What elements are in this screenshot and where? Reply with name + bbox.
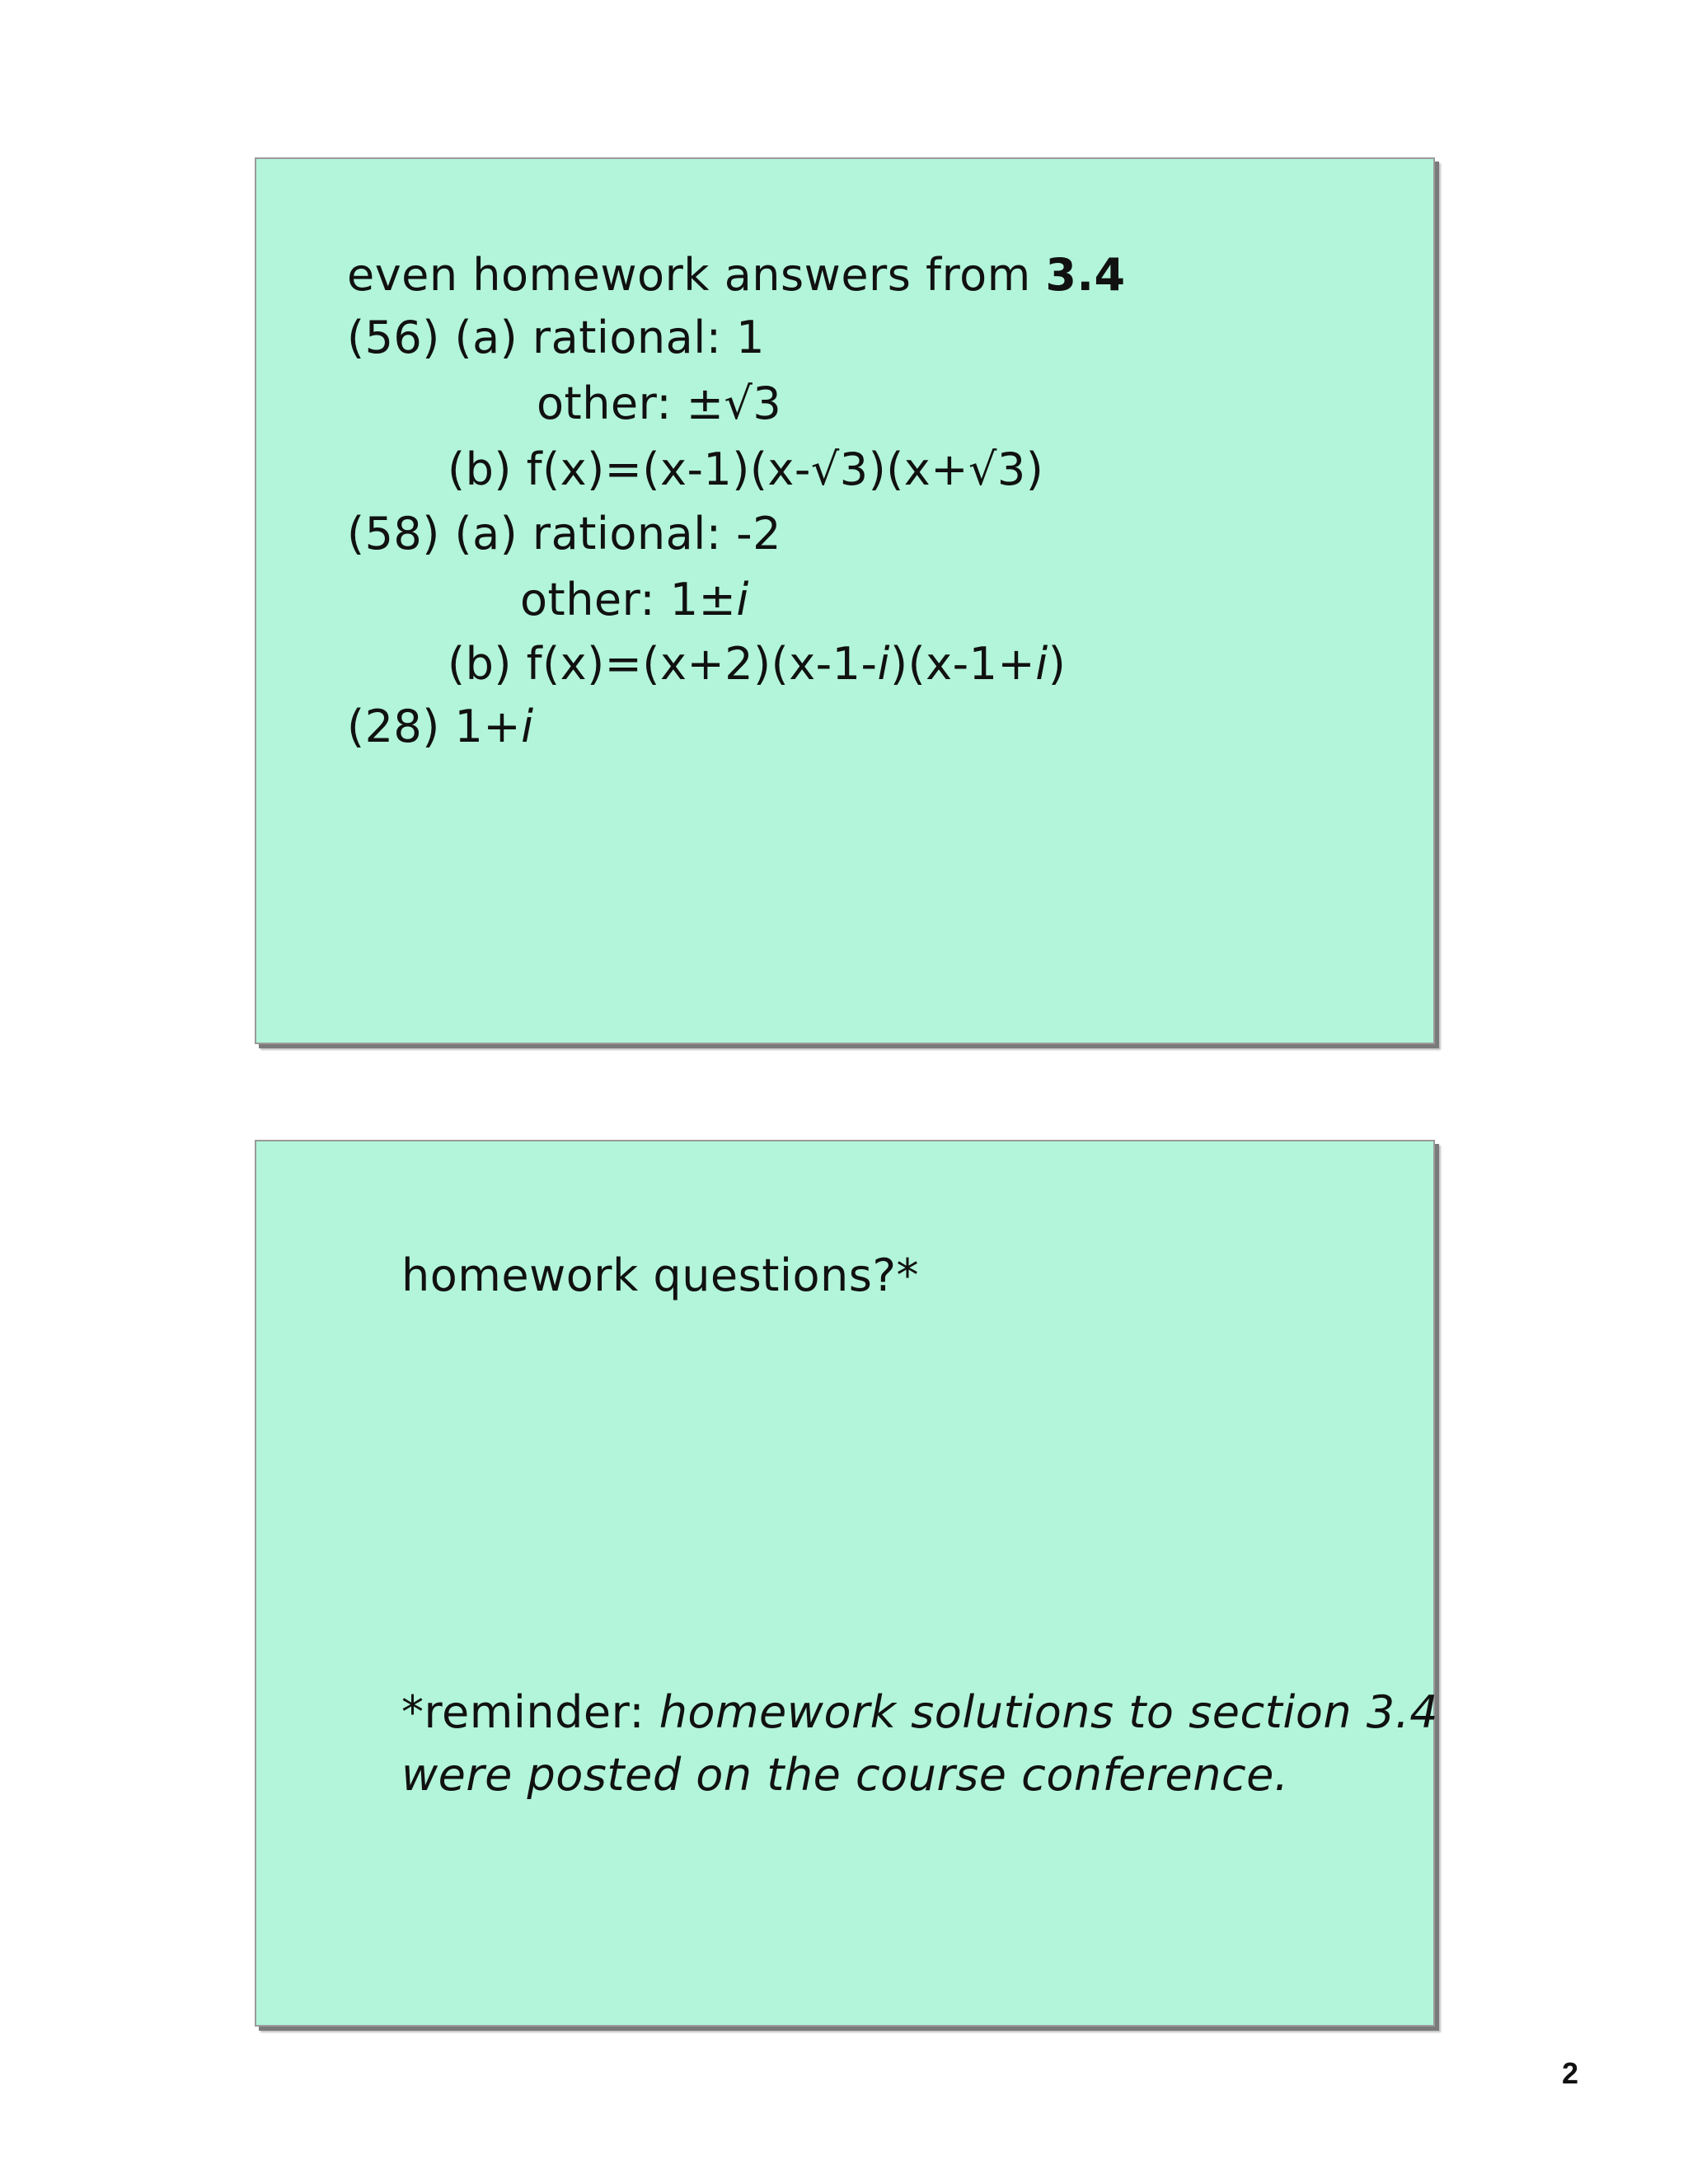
answer-56a: (56) (a) rational: 1 — [347, 312, 765, 363]
slide-homework-answers — [255, 157, 1435, 1044]
imaginary-unit: i — [1035, 638, 1048, 690]
imaginary-unit: i — [521, 701, 534, 752]
questions-prompt: homework questions?* — [401, 1249, 920, 1301]
imaginary-unit: i — [877, 638, 890, 690]
answer-28 — [347, 701, 534, 752]
heading-text: even homework answers from — [347, 249, 1046, 301]
reminder-label: *reminder: — [401, 1686, 659, 1738]
answer-56b: (b) f(x)=(x-1)(x-√3)(x+√3) — [448, 443, 1044, 495]
answer-58b — [448, 638, 1067, 690]
text-part: (b) f(x)=(x+2)(x-1- — [448, 638, 878, 690]
slide-homework-questions — [255, 1140, 1439, 2027]
text-part: ) — [1048, 638, 1067, 690]
slide-heading — [347, 249, 1126, 301]
answer-56-other: other: ±√3 — [537, 377, 782, 429]
text-part: other: 1± — [520, 574, 737, 626]
answer-58a: (58) (a) rational: -2 — [347, 508, 781, 560]
reminder-line-2: were posted on the course conference. — [401, 1749, 1289, 1801]
answer-58-other — [520, 574, 749, 626]
imaginary-unit: i — [736, 574, 749, 626]
text-part: (28) 1+ — [347, 701, 522, 752]
text-part: )(x-1+ — [890, 638, 1036, 690]
page-number: 2 — [1562, 2056, 1579, 2090]
heading-section: 3.4 — [1045, 249, 1126, 301]
reminder-line-1 — [401, 1686, 1439, 1738]
reminder-text: homework solutions to section 3.4 — [659, 1686, 1439, 1738]
